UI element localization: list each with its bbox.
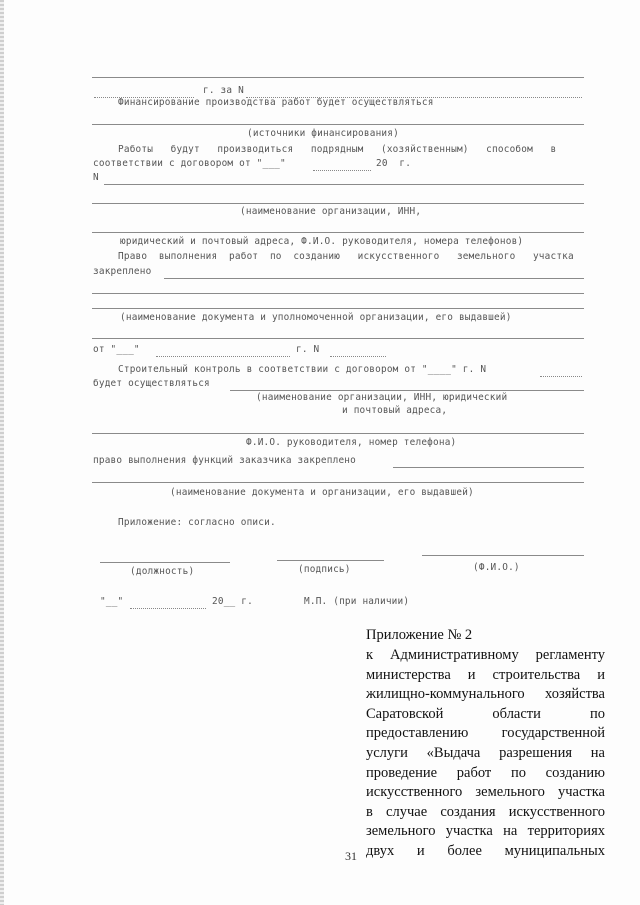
form-line-12-number: г. N	[296, 344, 320, 355]
form-rule	[104, 184, 584, 185]
form-line-10: закреплено	[93, 266, 152, 277]
form-rule	[230, 390, 584, 391]
form-rule	[92, 482, 584, 483]
form-caption-document: (наименование документа и уполномоченной организации, его выдавшей)	[120, 312, 512, 323]
appendix-line: проведение работ по созданию	[366, 764, 605, 781]
form-blank	[540, 376, 582, 377]
form-caption-customer: (наименование документа и организации, его выдавшей)	[170, 487, 474, 498]
form-blank	[130, 608, 206, 609]
form-line-2: Финансирование производства работ будет осуществляться	[118, 97, 434, 108]
form-rule	[92, 124, 584, 125]
form-line-6: N	[93, 172, 99, 183]
form-rule-top	[92, 77, 584, 78]
form-rule	[92, 203, 584, 204]
form-line-13: Строительный контроль в соответствии с договором от "____" г. N	[118, 364, 487, 375]
appendix-line: жилищно-коммунального хозяйства	[366, 686, 605, 703]
appendix-line: Саратовской области по	[366, 705, 605, 722]
form-line-1: г. за N	[203, 85, 244, 96]
form-line-18: право выполнения функций заказчика закреплено	[93, 455, 356, 466]
appendix-text	[366, 646, 605, 862]
appendix-line: двух и более муниципальных	[366, 842, 605, 859]
form-line-12: от "___"	[93, 344, 140, 355]
form-caption-head: Ф.И.О. руководителя, номер телефона)	[246, 437, 457, 448]
form-caption-org: (наименование организации, ИНН,	[240, 206, 422, 217]
form-rule	[92, 308, 584, 309]
form-blank	[330, 356, 386, 357]
form-caption-address: юридический и почтовый адреса, Ф.И.О. руководителя, номера телефонов)	[120, 236, 524, 247]
form-caption-financing: (источники финансирования)	[247, 128, 399, 139]
appendix-line: предоставлению государственной	[366, 725, 605, 742]
date-year: 20__ г.	[212, 596, 253, 607]
form-line-5: соответствии с договором от "___"	[93, 158, 286, 169]
appendix-line: в случае создания искусственного	[366, 803, 605, 820]
date-day: "__"	[100, 596, 124, 607]
signature-line-name	[422, 555, 584, 556]
appendix-line: земельного участка на территориях	[366, 823, 605, 840]
form-attachment: Приложение: согласно описи.	[118, 517, 276, 528]
appendix-line: услуги «Выдача разрешения на	[366, 744, 605, 761]
scan-edge	[0, 0, 4, 905]
stamp-note: М.П. (при наличии)	[304, 596, 410, 607]
signature-line-signature	[277, 560, 384, 561]
form-rule	[92, 338, 584, 339]
form-rule	[92, 433, 584, 434]
form-rule	[164, 278, 584, 279]
form-rule	[393, 467, 584, 468]
form-line-14: будет осуществляться	[93, 378, 210, 389]
signature-caption-signature: (подпись)	[298, 564, 351, 575]
page-number: 31	[345, 849, 357, 863]
form-blank	[156, 356, 290, 357]
signature-caption-position: (должность)	[130, 566, 195, 577]
appendix-line: к Административному регламенту	[366, 647, 605, 663]
form-rule	[92, 232, 584, 233]
form-blank	[313, 170, 371, 171]
signature-line-position	[100, 562, 230, 563]
form-rule	[92, 293, 584, 294]
form-line-5-year: 20 г.	[376, 158, 412, 169]
form-line-4: Работы будут производиться подрядным (хозяйственным) способом в	[118, 144, 557, 155]
form-caption-control: (наименование организации, ИНН, юридический	[256, 392, 508, 403]
form-caption-control-2: и почтовый адреса,	[342, 405, 448, 416]
appendix-line: министерства и строительства и	[366, 666, 605, 683]
form-line-9: Право выполнения работ по созданию искусственного земельного участка	[118, 251, 574, 262]
appendix-heading: Приложение № 2	[366, 627, 473, 643]
signature-caption-name: (Ф.И.О.)	[473, 562, 520, 573]
appendix-line: искусственного земельного участка	[366, 784, 605, 801]
